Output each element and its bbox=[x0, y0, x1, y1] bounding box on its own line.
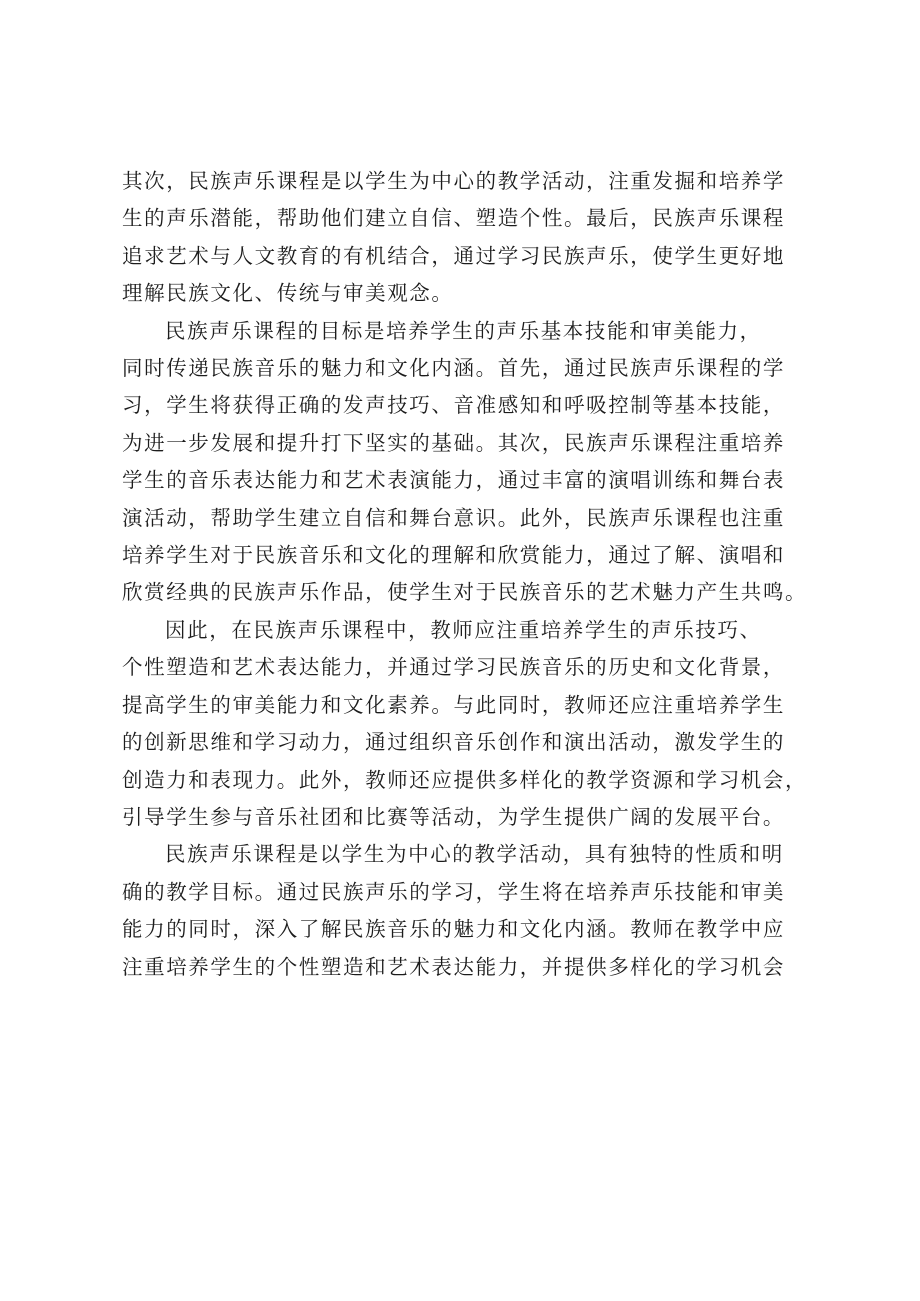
paragraph-3 bbox=[122, 612, 812, 836]
text-line: 能力的同时，深入了解民族音乐的魅力和文化内涵。教师在教学中应 bbox=[122, 917, 785, 942]
text-line: 创造力和表现力。此外，教师还应提供多样化的教学资源和学习机会， bbox=[122, 767, 808, 792]
text-line: 学生的音乐表达能力和艺术表演能力，通过丰富的演唱训练和舞台表 bbox=[122, 468, 785, 493]
text-line: 追求艺术与人文教育的有机结合，通过学习民族声乐，使学生更好地 bbox=[122, 243, 785, 268]
text-line: 生的声乐潜能，帮助他们建立自信、塑造个性。最后，民族声乐课程 bbox=[122, 206, 785, 231]
text-line: 民族声乐课程的目标是培养学生的声乐基本技能和审美能力， bbox=[165, 318, 762, 343]
paragraph-1 bbox=[122, 163, 812, 313]
text-line: 的创新思维和学习动力，通过组织音乐创作和演出活动，激发学生的 bbox=[122, 730, 785, 755]
text-line: 个性塑造和艺术表达能力，并通过学习民族音乐的历史和文化背景， bbox=[122, 655, 785, 680]
text-line: 其次，民族声乐课程是以学生为中心的教学活动，注重发掘和培养学 bbox=[122, 169, 785, 193]
paragraph-4 bbox=[122, 836, 812, 986]
paragraph-2 bbox=[122, 313, 812, 612]
text-line: 注重培养学生的个性塑造和艺术表达能力，并提供多样化的学习机会 bbox=[122, 954, 785, 979]
text-line: 习，学生将获得正确的发声技巧、音准感知和呼吸控制等基本技能， bbox=[122, 393, 785, 418]
text-line: 培养学生对于民族音乐和文化的理解和欣赏能力，通过了解、演唱和 bbox=[122, 543, 785, 568]
text-line: 提高学生的审美能力和文化素养。与此同时，教师还应注重培养学生 bbox=[122, 692, 785, 717]
text-line: 为进一步发展和提升打下坚实的基础。其次，民族声乐课程注重培养 bbox=[122, 430, 785, 455]
text-line: 演活动，帮助学生建立自信和舞台意识。此外，民族声乐课程也注重 bbox=[122, 505, 785, 530]
text-line: 确的教学目标。通过民族声乐的学习，学生将在培养声乐技能和审美 bbox=[122, 879, 785, 904]
text-line: 理解民族文化、传统与审美观念。 bbox=[122, 281, 454, 306]
text-line: 欣赏经典的民族声乐作品，使学生对于民族音乐的艺术魅力产生共鸣。 bbox=[122, 580, 808, 605]
text-line: 同时传递民族音乐的魅力和文化内涵。首先，通过民族声乐课程的学 bbox=[122, 356, 785, 381]
text-line: 民族声乐课程是以学生为中心的教学活动，具有独特的性质和明 bbox=[165, 842, 784, 867]
text-line: 引导学生参与音乐社团和比赛等活动，为学生提供广阔的发展平台。 bbox=[122, 804, 785, 829]
text-line: 因此，在民族声乐课程中，教师应注重培养学生的声乐技巧、 bbox=[165, 617, 762, 642]
body-text bbox=[122, 163, 812, 986]
